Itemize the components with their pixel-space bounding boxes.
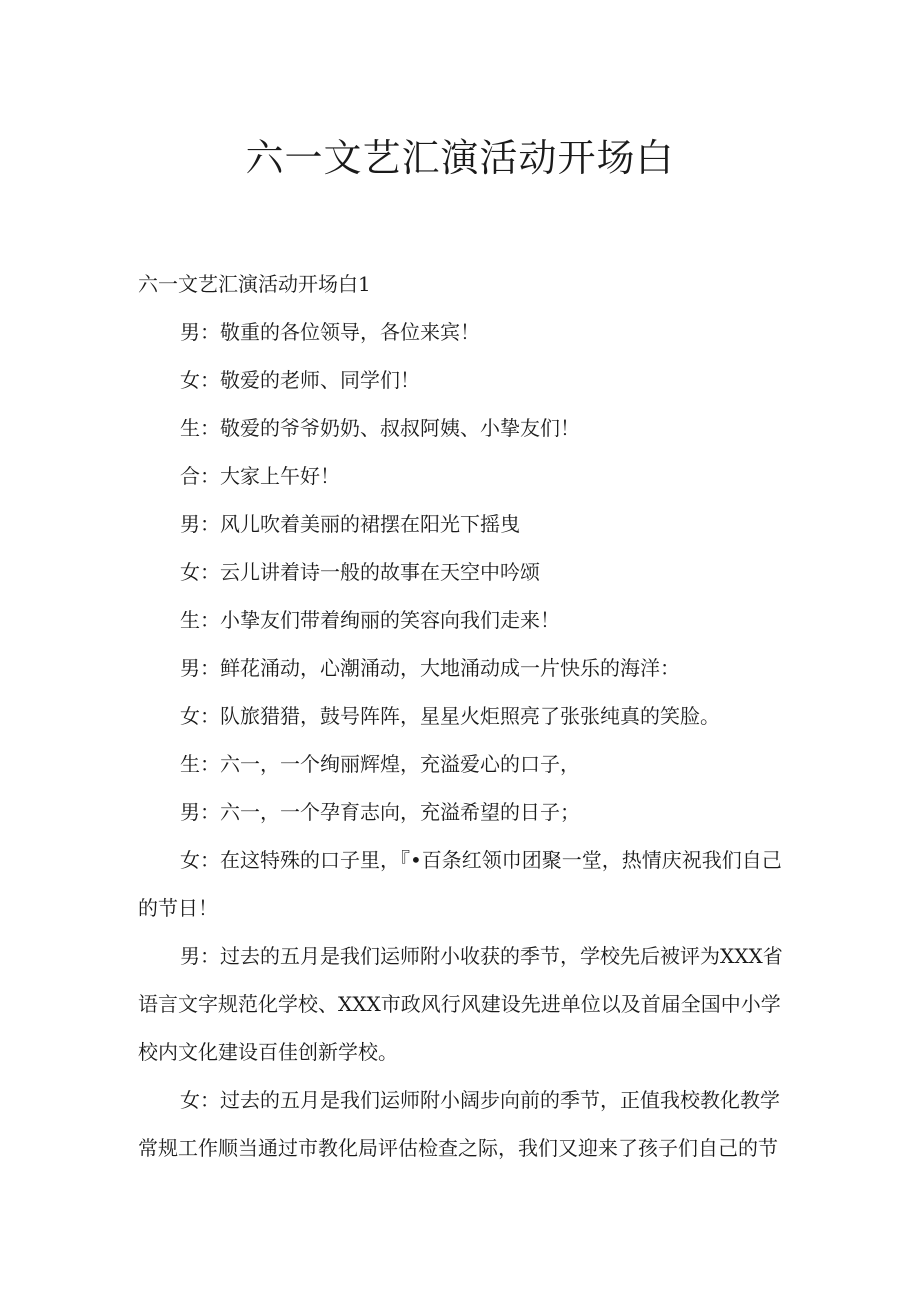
paragraph-7: 生：小挚友们带着绚丽的笑容向我们走来！ [180,608,560,632]
paragraph-13: 男：过去的五月是我们运师附小收获的季节，学校先后被评为XXX省语言文字规范化学校、XXX市政风行风建设先进单位以及首届全国中小学校内文化建设百佳创新学校。 [138,944,783,1064]
paragraph-8: 男：鲜花涌动，心潮涌动，大地涌动成一片快乐的海洋： [180,656,680,680]
paragraph-2: 女：敬爱的老师、同学们！ [180,368,420,392]
paragraph-10: 生：六一，一个绚丽辉煌，充溢爱心的口子， [180,752,580,776]
paragraph-5: 男：风儿吹着美丽的裙摆在阳光下摇曳 [180,512,520,536]
document-title: 六一文艺汇演活动开场白 [245,136,675,180]
paragraph-1: 男：敬重的各位领导，各位来宾！ [180,320,480,344]
paragraph-4: 合：大家上午好！ [180,464,340,488]
section-heading: 六一文艺汇演活动开场白1 [138,272,371,296]
paragraph-12: 女：在这特殊的口子里，『•百条红领巾团聚一堂，热情庆祝我们自己的节日！ [138,848,782,920]
paragraph-3: 生：敬爱的爷爷奶奶、叔叔阿姨、小挚友们！ [180,416,580,440]
paragraph-6: 女：云儿讲着诗一般的故事在天空中吟颂 [180,560,540,584]
paragraph-9: 女：队旅猎猎，鼓号阵阵，星星火炬照亮了张张纯真的笑脸。 [180,704,720,728]
paragraph-11: 男：六一，一个孕育志向，充溢希望的日子； [180,800,580,824]
paragraph-14: 女：过去的五月是我们运师附小阔步向前的季节，正值我校教化教学常规工作顺当通过市教化局评估检查之际，我们又迎来了孩子们自己的节 [138,1088,780,1160]
